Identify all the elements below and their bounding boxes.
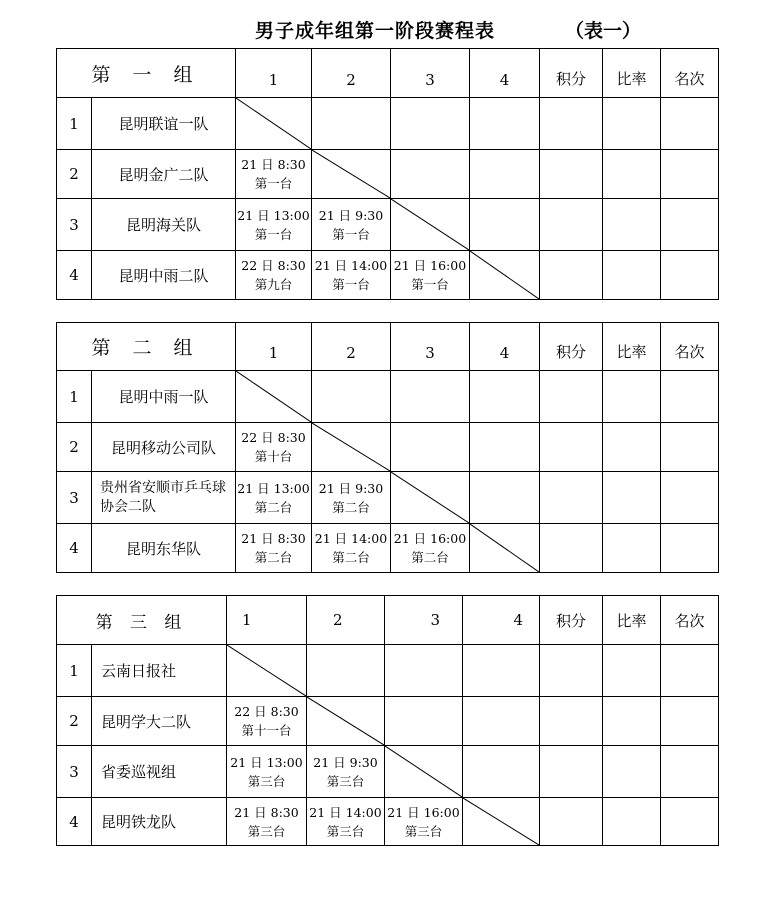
empty-result-cell: [470, 98, 540, 150]
match-schedule-cell: [227, 697, 307, 746]
diagonal-line: [391, 472, 469, 523]
diagonal-line: [470, 251, 539, 299]
row-number: 2: [57, 150, 92, 199]
points-cell: [540, 697, 603, 746]
rank-cell: [661, 98, 719, 150]
ratio-cell: [603, 746, 661, 798]
empty-result-cell: [391, 423, 470, 472]
self-match-cell: [236, 371, 312, 423]
empty-result-cell: [470, 199, 540, 251]
match-table: 第一台: [411, 277, 449, 292]
points-cell: [540, 150, 603, 199]
empty-result-cell: [470, 150, 540, 199]
match-schedule-cell: [312, 524, 391, 573]
header-col-1: 1: [227, 596, 307, 645]
empty-result-cell: [312, 371, 391, 423]
group-3-table: [56, 595, 719, 846]
self-match-cell: [385, 746, 463, 798]
row-number: 1: [57, 645, 92, 697]
points-cell: [540, 798, 603, 846]
header-points: 积分: [540, 49, 603, 98]
diagonal-line: [307, 697, 384, 745]
match-schedule-cell: [307, 746, 385, 798]
match-table: 第二台: [254, 550, 293, 565]
match-table: 第二台: [411, 550, 449, 565]
rank-cell: [661, 798, 719, 846]
team-name: 昆明东华队: [92, 524, 236, 573]
points-cell: [540, 423, 603, 472]
header-col-1: 1: [236, 323, 312, 371]
empty-result-cell: [470, 472, 540, 524]
row-number: 4: [57, 798, 92, 846]
points-cell: [540, 199, 603, 251]
match-time: 21 日 14:00: [314, 258, 388, 273]
ratio-cell: [603, 150, 661, 199]
ratio-cell: [603, 423, 661, 472]
match-time: 21 日 9:30: [318, 207, 384, 223]
match-table: 第九台: [254, 277, 293, 292]
header-col-1: 1: [236, 49, 312, 98]
match-table: 第二台: [332, 550, 370, 565]
empty-result-cell: [391, 371, 470, 423]
match-table: 第二台: [254, 499, 293, 515]
ratio-cell: [603, 98, 661, 150]
header-col-4: 4: [470, 49, 540, 98]
team-name: 昆明移动公司队: [92, 423, 236, 472]
match-schedule-cell: [236, 472, 312, 524]
match-table: 第一台: [332, 226, 370, 242]
self-match-cell: [470, 251, 540, 300]
group-name: 第 二 组: [57, 323, 236, 371]
header-col-3: 3: [385, 596, 463, 645]
points-cell: [540, 251, 603, 300]
rank-cell: [661, 199, 719, 251]
header-col-2: 2: [312, 49, 391, 98]
empty-result-cell: [463, 746, 540, 798]
empty-result-cell: [463, 697, 540, 746]
header-rank: 名次: [661, 596, 719, 645]
team-name: 昆明联谊一队: [92, 98, 236, 150]
rank-cell: [661, 697, 719, 746]
empty-result-cell: [470, 371, 540, 423]
row-number: 3: [57, 472, 92, 524]
header-ratio: 比率: [603, 49, 661, 98]
diagonal-line: [470, 524, 539, 572]
row-number: 4: [57, 524, 92, 573]
team-name: 昆明中雨一队: [92, 371, 236, 423]
match-table: 第一台: [332, 277, 370, 292]
empty-result-cell: [312, 98, 391, 150]
self-match-cell: [391, 472, 470, 524]
match-table: 第一台: [254, 176, 293, 191]
header-col-2: 2: [312, 323, 391, 371]
points-cell: [540, 472, 603, 524]
match-time: 21 日 9:30: [313, 754, 378, 770]
rank-cell: [661, 645, 719, 697]
points-cell: [540, 645, 603, 697]
match-schedule-cell: [236, 199, 312, 251]
header-col-4: 4: [470, 323, 540, 371]
match-time: 22 日 8:30: [241, 430, 306, 445]
ratio-cell: [603, 472, 661, 524]
team-name: 昆明学大二队: [92, 697, 227, 746]
match-schedule-cell: [391, 524, 470, 573]
match-time: 21 日 9:30: [318, 480, 384, 496]
match-schedule-cell: [312, 251, 391, 300]
group-2-table: [56, 322, 719, 573]
match-time: 21 日 13:00: [237, 480, 310, 496]
ratio-cell: [603, 697, 661, 746]
group-1-table: [56, 48, 719, 300]
diagonal-line: [312, 150, 390, 198]
header-rank: 名次: [661, 323, 719, 371]
match-time: 22 日 8:30: [241, 258, 306, 273]
self-match-cell: [307, 697, 385, 746]
diagonal-line: [391, 199, 469, 250]
match-table: 第三台: [326, 773, 365, 789]
rank-cell: [661, 524, 719, 573]
match-table: 第十台: [254, 449, 293, 464]
header-col-3: 3: [391, 49, 470, 98]
ratio-cell: [603, 524, 661, 573]
ratio-cell: [603, 199, 661, 251]
match-time: 22 日 8:30: [234, 704, 299, 719]
self-match-cell: [227, 645, 307, 697]
match-table: 第一台: [254, 226, 293, 242]
match-table: 第三台: [247, 773, 286, 789]
team-name: 昆明金广二队: [92, 150, 236, 199]
self-match-cell: [236, 98, 312, 150]
ratio-cell: [603, 251, 661, 300]
team-name: 省委巡视组: [92, 746, 227, 798]
match-time: 21 日 8:30: [241, 157, 306, 172]
match-time: 21 日 8:30: [241, 531, 306, 546]
self-match-cell: [312, 150, 391, 199]
header-col-4: 4: [463, 596, 540, 645]
team-name: 昆明中雨二队: [92, 251, 236, 300]
team-name: 昆明海关队: [92, 199, 236, 251]
ratio-cell: [603, 645, 661, 697]
self-match-cell: [312, 423, 391, 472]
row-number: 2: [57, 423, 92, 472]
match-table: 第三台: [326, 823, 365, 839]
empty-result-cell: [385, 645, 463, 697]
match-schedule-cell: [385, 798, 463, 846]
row-number: 2: [57, 697, 92, 746]
match-time: 21 日 14:00: [314, 531, 388, 546]
row-number: 1: [57, 98, 92, 150]
match-time: 21 日 14:00: [309, 804, 382, 820]
ratio-cell: [603, 798, 661, 846]
page-header: [0, 16, 773, 44]
rank-cell: [661, 371, 719, 423]
match-table: 第十一台: [241, 723, 292, 738]
match-schedule-cell: [227, 746, 307, 798]
diagonal-line: [385, 746, 462, 797]
row-number: 3: [57, 199, 92, 251]
match-time: 21 日 8:30: [234, 804, 299, 820]
self-match-cell: [391, 199, 470, 251]
rank-cell: [661, 251, 719, 300]
header-ratio: 比率: [603, 596, 661, 645]
self-match-cell: [463, 798, 540, 846]
match-schedule-cell: [391, 251, 470, 300]
match-time: 21 日 16:00: [393, 258, 467, 273]
match-schedule-cell: [236, 524, 312, 573]
ratio-cell: [603, 371, 661, 423]
team-name: 贵州省安顺市乒乓球协会二队: [92, 472, 236, 524]
match-time: 21 日 13:00: [237, 207, 310, 223]
header-ratio: 比率: [603, 323, 661, 371]
group-name: 第 一 组: [57, 49, 236, 98]
row-number: 1: [57, 371, 92, 423]
empty-result-cell: [470, 423, 540, 472]
header-col-2: 2: [307, 596, 385, 645]
page-title: 男子成年组第一阶段赛程表: [255, 20, 496, 42]
match-schedule-cell: [307, 798, 385, 846]
empty-result-cell: [391, 150, 470, 199]
diagonal-line: [227, 645, 306, 696]
rank-cell: [661, 746, 719, 798]
header-points: 积分: [540, 323, 603, 371]
header-col-3: 3: [391, 323, 470, 371]
rank-cell: [661, 472, 719, 524]
match-schedule-cell: [312, 472, 391, 524]
points-cell: [540, 98, 603, 150]
match-schedule-cell: [236, 251, 312, 300]
match-schedule-cell: [236, 423, 312, 472]
match-table: 第三台: [404, 823, 443, 839]
empty-result-cell: [307, 645, 385, 697]
diagonal-line: [312, 423, 390, 471]
diagonal-line: [463, 798, 539, 845]
match-schedule-cell: [236, 150, 312, 199]
points-cell: [540, 524, 603, 573]
self-match-cell: [470, 524, 540, 573]
points-cell: [540, 746, 603, 798]
rank-cell: [661, 150, 719, 199]
diagonal-line: [236, 371, 311, 422]
match-schedule-cell: [312, 199, 391, 251]
table-label: （表一）: [565, 20, 642, 42]
match-time: 21 日 16:00: [387, 804, 460, 820]
match-schedule-cell: [227, 798, 307, 846]
empty-result-cell: [391, 98, 470, 150]
match-time: 21 日 16:00: [393, 531, 467, 546]
empty-result-cell: [463, 645, 540, 697]
group-name: 第 三 组: [57, 596, 227, 645]
match-table: 第三台: [247, 823, 286, 839]
row-number: 3: [57, 746, 92, 798]
match-table: 第二台: [332, 499, 370, 515]
diagonal-line: [236, 98, 311, 149]
header-rank: 名次: [661, 49, 719, 98]
header-points: 积分: [540, 596, 603, 645]
team-name: 昆明铁龙队: [92, 798, 227, 846]
empty-result-cell: [385, 697, 463, 746]
match-time: 21 日 13:00: [230, 754, 303, 770]
team-name: 云南日报社: [92, 645, 227, 697]
points-cell: [540, 371, 603, 423]
row-number: 4: [57, 251, 92, 300]
rank-cell: [661, 423, 719, 472]
